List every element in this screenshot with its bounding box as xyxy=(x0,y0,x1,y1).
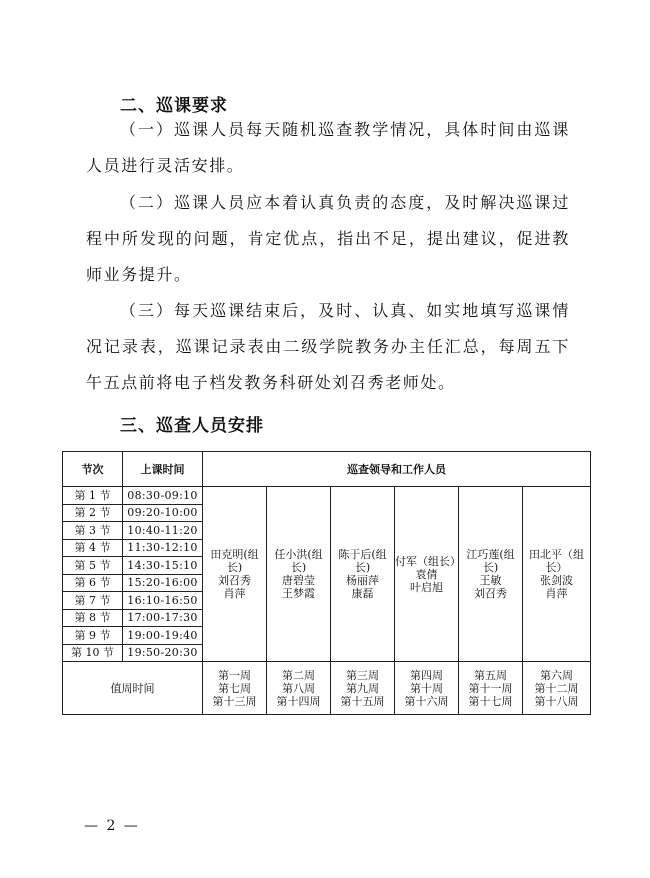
time-cell: 11:30-12:10 xyxy=(123,539,203,557)
period-cell: 第 5 节 xyxy=(63,557,123,575)
group-member: 袁倩 xyxy=(415,567,438,581)
period-cell: 第 6 节 xyxy=(63,574,123,592)
group-cell xyxy=(203,487,267,662)
duty-week: 第十八周 xyxy=(534,694,579,708)
group-leader: 田克明(组长) xyxy=(210,548,259,574)
paragraph-requirement-3: （三）每天巡课结束后，及时、认真、如实地填写巡课情况记录表，巡课记录表由二级学院教务办主任汇总，每周五下午五点前将电子档发教务科研处刘召秀老师处。 xyxy=(86,301,570,392)
duty-week: 第十三周 xyxy=(212,694,257,708)
group-member: 刘召秀 xyxy=(218,574,251,587)
section-heading-staff-arrangement: 三、巡查人员安排 xyxy=(120,416,264,436)
paragraph-requirement-1: （一）巡课人员每天随机巡查教学情况，具体时间由巡课人员进行灵活安排。 xyxy=(86,120,570,175)
group-leader: 任小洪(组长) xyxy=(274,548,323,574)
duty-week: 第五周 xyxy=(474,668,507,682)
section-heading-requirements: 二、巡课要求 xyxy=(120,96,228,116)
duty-weeks-cell xyxy=(267,662,331,715)
duty-week: 第十七周 xyxy=(468,694,513,708)
duty-weeks-cell xyxy=(331,662,395,715)
duty-week: 第十二周 xyxy=(534,681,579,695)
table-header-row xyxy=(63,452,591,487)
duty-week: 第八周 xyxy=(282,681,315,695)
group-member: 王梦霞 xyxy=(282,587,315,600)
time-cell: 19:50-20:30 xyxy=(123,644,203,662)
time-cell: 10:40-11:20 xyxy=(123,522,203,540)
period-cell: 第 7 节 xyxy=(63,592,123,610)
header-staff: 巡查领导和工作人员 xyxy=(203,452,591,487)
group-member: 唐碧莹 xyxy=(282,574,315,587)
duty-week: 第十周 xyxy=(410,681,443,695)
header-period: 节次 xyxy=(63,452,123,487)
duty-weeks-cell xyxy=(203,662,267,715)
group-member: 杨丽萍 xyxy=(346,574,379,587)
group-member: 肖萍 xyxy=(223,587,246,600)
period-cell: 第 8 节 xyxy=(63,609,123,627)
duty-week: 第四周 xyxy=(410,668,443,682)
time-cell: 17:00-17:30 xyxy=(123,609,203,627)
duty-week: 第二周 xyxy=(282,668,315,682)
duty-week: 第三周 xyxy=(346,668,379,682)
group-member: 叶启旭 xyxy=(410,580,443,594)
group-cell xyxy=(331,487,395,662)
group-leader: 田北平（组长） xyxy=(529,548,585,574)
group-cell xyxy=(459,487,523,662)
duty-week: 第七周 xyxy=(218,681,251,695)
time-cell: 08:30-09:10 xyxy=(123,487,203,505)
paragraph-requirement-2: （二）巡课人员应本着认真负责的态度，及时解决巡课过程中所发现的问题，肯定优点，指出不足，提出建议，促进教师业务提升。 xyxy=(86,193,570,284)
duty-week: 第一周 xyxy=(218,668,251,682)
page-number: — 2 — xyxy=(84,818,140,834)
duty-weeks-row xyxy=(63,662,591,715)
duty-week: 第十五周 xyxy=(340,694,385,708)
duty-weeks-cell xyxy=(459,662,523,715)
group-leader: 付军（组长） xyxy=(395,554,461,568)
inspection-schedule-table xyxy=(62,451,591,715)
time-cell: 15:20-16:00 xyxy=(123,574,203,592)
group-leader: 陈于后(组长) xyxy=(338,548,387,574)
time-cell: 16:10-16:50 xyxy=(123,592,203,610)
time-cell: 14:30-15:10 xyxy=(123,557,203,575)
duty-weeks-cell xyxy=(395,662,459,715)
duty-week: 第六周 xyxy=(540,668,574,682)
period-cell: 第 9 节 xyxy=(63,627,123,645)
duty-week: 第十一周 xyxy=(468,681,513,695)
period-cell: 第 10 节 xyxy=(63,644,123,662)
header-class-time: 上课时间 xyxy=(123,452,203,487)
group-member: 肖萍 xyxy=(545,587,568,600)
time-cell: 19:00-19:40 xyxy=(123,627,203,645)
duty-week: 第九周 xyxy=(346,681,379,695)
duty-week: 第十六周 xyxy=(404,694,449,708)
period-cell: 第 1 节 xyxy=(63,487,123,505)
table-row xyxy=(63,487,591,505)
group-member: 王敏 xyxy=(479,574,502,587)
period-cell: 第 2 节 xyxy=(63,504,123,522)
time-cell: 09:20-10:00 xyxy=(123,504,203,522)
period-cell: 第 4 节 xyxy=(63,539,123,557)
duty-week: 第十四周 xyxy=(276,694,321,708)
group-member: 张剑波 xyxy=(540,574,574,587)
group-cell xyxy=(395,487,459,662)
group-leader: 江巧莲(组长) xyxy=(466,548,515,574)
group-member: 刘召秀 xyxy=(474,587,507,600)
duty-weeks-cell xyxy=(523,662,591,715)
group-cell xyxy=(523,487,591,662)
group-cell xyxy=(267,487,331,662)
group-member: 康磊 xyxy=(351,587,374,600)
duty-time-label: 值周时间 xyxy=(63,662,203,715)
period-cell: 第 3 节 xyxy=(63,522,123,540)
